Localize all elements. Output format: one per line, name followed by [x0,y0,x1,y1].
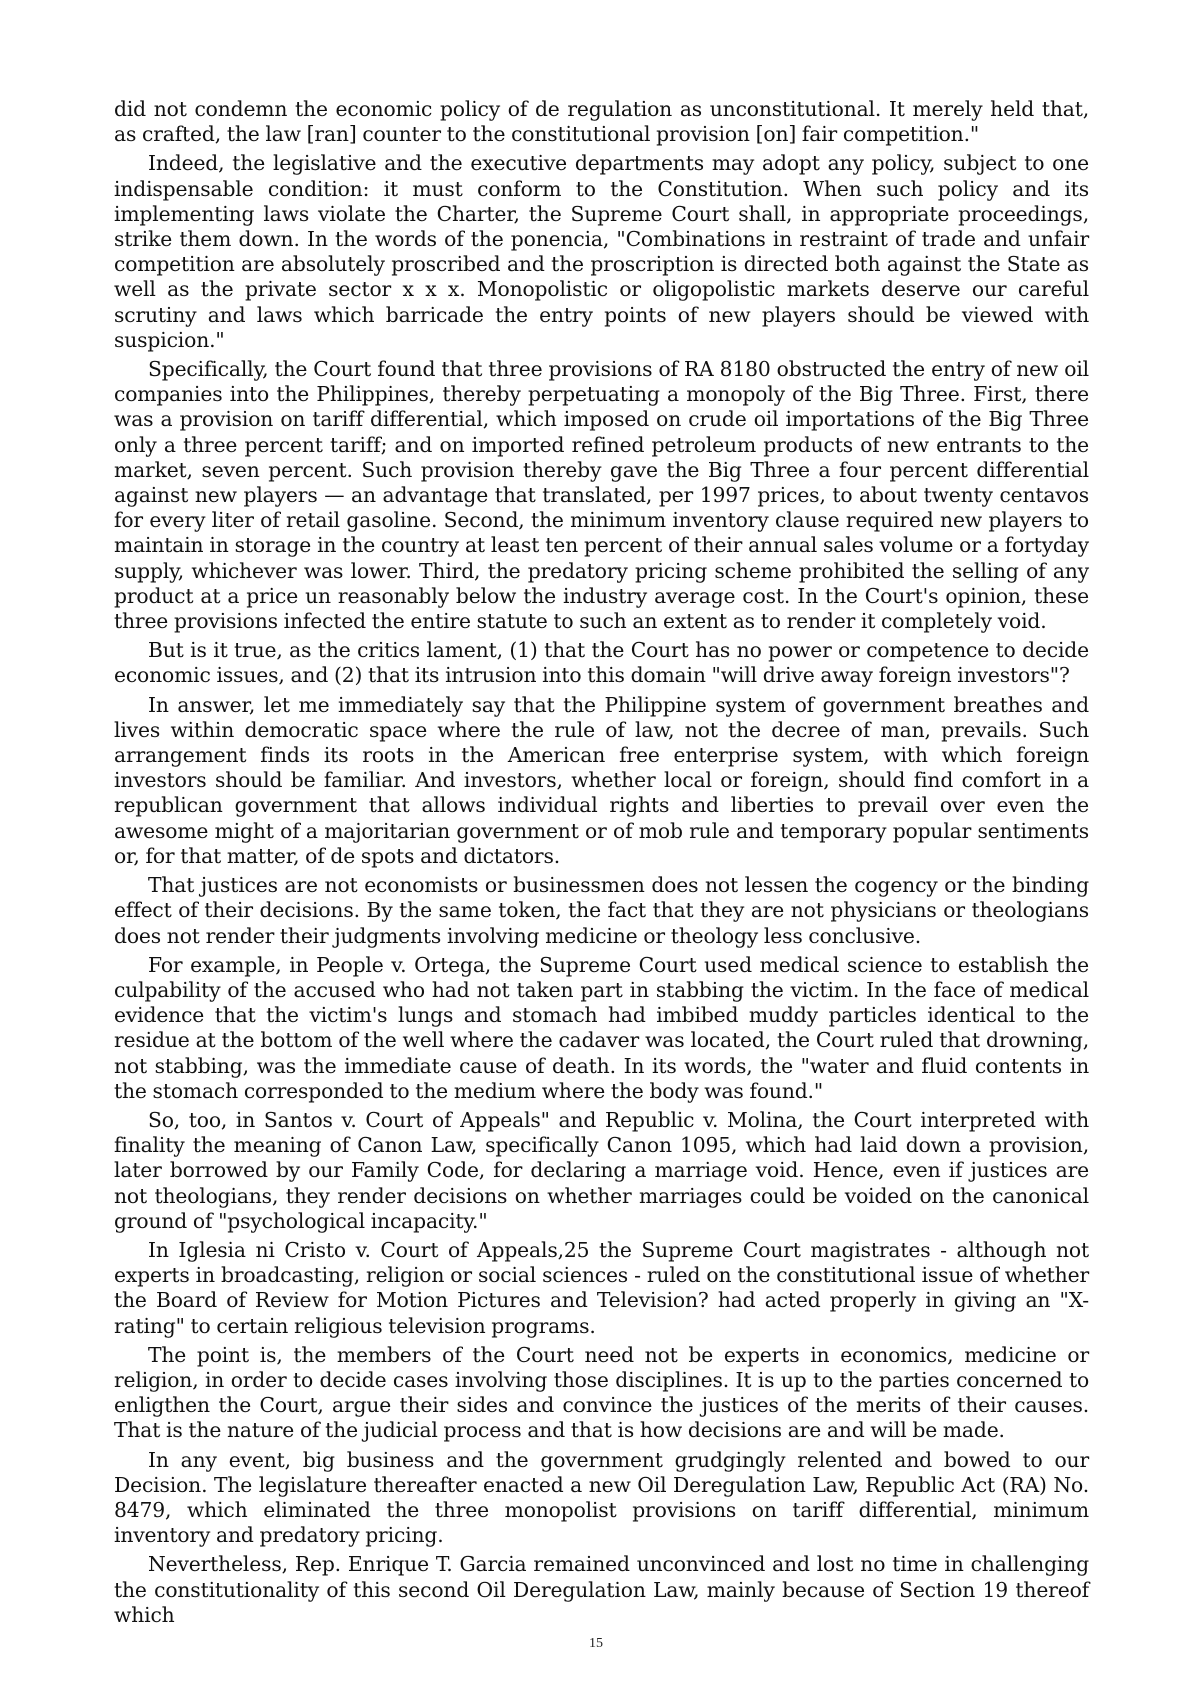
paragraph-continuation: did not condemn the economic policy of de regulation as unconstitutional. It merely held that, as crafted, the law [ran] counter to the constitutional provision [on] fair competition." [114,97,1089,147]
page-number: 15 [589,1636,603,1651]
paragraph: In answer, let me immediately say that the Philippine system of government breathes and lives within democratic space where the rule of law, not the decree of man, prevails. Such arrangement finds its roots in the American free enterprise system, with which foreign investors should be familiar. And investors, whether local or foreign, should find comfort in a republican government that allows individual rights and liberties to prevail over even the awesome might of a majoritarian government or of mob rule and temporary popular sentiments or, for that matter, of de spots and dictators. [114,692,1089,868]
paragraph: In any event, big business and the government grudgingly relented and bowed to our Decision. The legislature thereafter enacted a new Oil Deregulation Law, Republic Act (RA) No. 8479, which eliminated the three monopolist provisions on tariff differential, minimum inventory and predatory pricing. [114,1447,1089,1548]
document-body [114,97,1089,1632]
paragraph: For example, in People v. Ortega, the Supreme Court used medical science to establish the culpability of the accused who had not taken part in stabbing the victim. In the face of medical evidence that the victim's lungs and stomach had imbibed muddy particles identical to the residue at the bottom of the well where the cadaver was located, the Court ruled that drowning, not stabbing, was the immediate cause of death. In its words, the "water and fluid contents in the stomach corresponded to the medium where the body was found." [114,952,1089,1103]
paragraph: In Iglesia ni Cristo v. Court of Appeals,25 the Supreme Court magistrates - although not experts in broadcasting, religion or social sciences - ruled on the constitutional issue of whether the Board of Review for Motion Pictures and Television? had acted properly in giving an "X-rating" to certain religious television programs. [114,1237,1089,1338]
paragraph: That justices are not economists or businessmen does not lessen the cogency or the binding effect of their decisions. By the same token, the fact that they are not physicians or theologians does not render their judgments involving medicine or theology less conclusive. [114,873,1089,948]
paragraph: But is it true, as the critics lament, (1) that the Court has no power or competence to decide economic issues, and (2) that its intrusion into this domain "will drive away foreign investors"? [114,638,1089,688]
paragraph: The point is, the members of the Court need not be experts in economics, medicine or religion, in order to decide cases involving those disciplines. It is up to the parties concerned to enligthen the Court, argue their sides and convince the justices of the merits of their causes. That is the nature of the judicial process and that is how decisions are and will be made. [114,1342,1089,1443]
paragraph: Indeed, the legislative and the executive departments may adopt any policy, subject to one indispensable condition: it must conform to the Constitution. When such policy and its implementing laws violate the Charter, the Supreme Court shall, in appropriate proceedings, strike them down. In the words of the ponencia, "Combinations in restraint of trade and unfair competition are absolutely proscribed and the proscription is directed both against the State as well as the private sector x x x. Monopolistic or oligopolistic markets deserve our careful scrutiny and laws which barricade the entry points of new players should be viewed with suspicion." [114,151,1089,352]
paragraph: Specifically, the Court found that three provisions of RA 8180 obstructed the entry of new oil companies into the Philippines, thereby perpetuating a monopoly of the Big Three. First, there was a provision on tariff differential, which imposed on crude oil importations of the Big Three only a three percent tariff; and on imported refined petroleum products of new entrants to the market, seven percent. Such provision thereby gave the Big Three a four percent differential against new players — an advantage that translated, per 1997 prices, to about twenty centavos for every liter of retail gasoline. Second, the minimum inventory clause required new players to maintain in storage in the country at least ten percent of their annual sales volume or a fortyday supply, whichever was lower. Third, the predatory pricing scheme prohibited the selling of any product at a price un reasonably below the industry average cost. In the Court's opinion, these three provisions infected the entire statute to such an extent as to render it completely void. [114,357,1089,634]
paragraph: So, too, in Santos v. Court of Appeals" and Republic v. Molina, the Court interpreted with finality the meaning of Canon Law, specifically Canon 1095, which had laid down a provision, later borrowed by our Family Code, for declaring a marriage void. Hence, even if justices are not theologians, they render decisions on whether marriages could be voided on the canonical ground of "psychological incapacity." [114,1107,1089,1233]
paragraph: Nevertheless, Rep. Enrique T. Garcia remained unconvinced and lost no time in challenging the constitutionality of this second Oil Deregulation Law, mainly because of Section 19 thereof which [114,1552,1089,1627]
